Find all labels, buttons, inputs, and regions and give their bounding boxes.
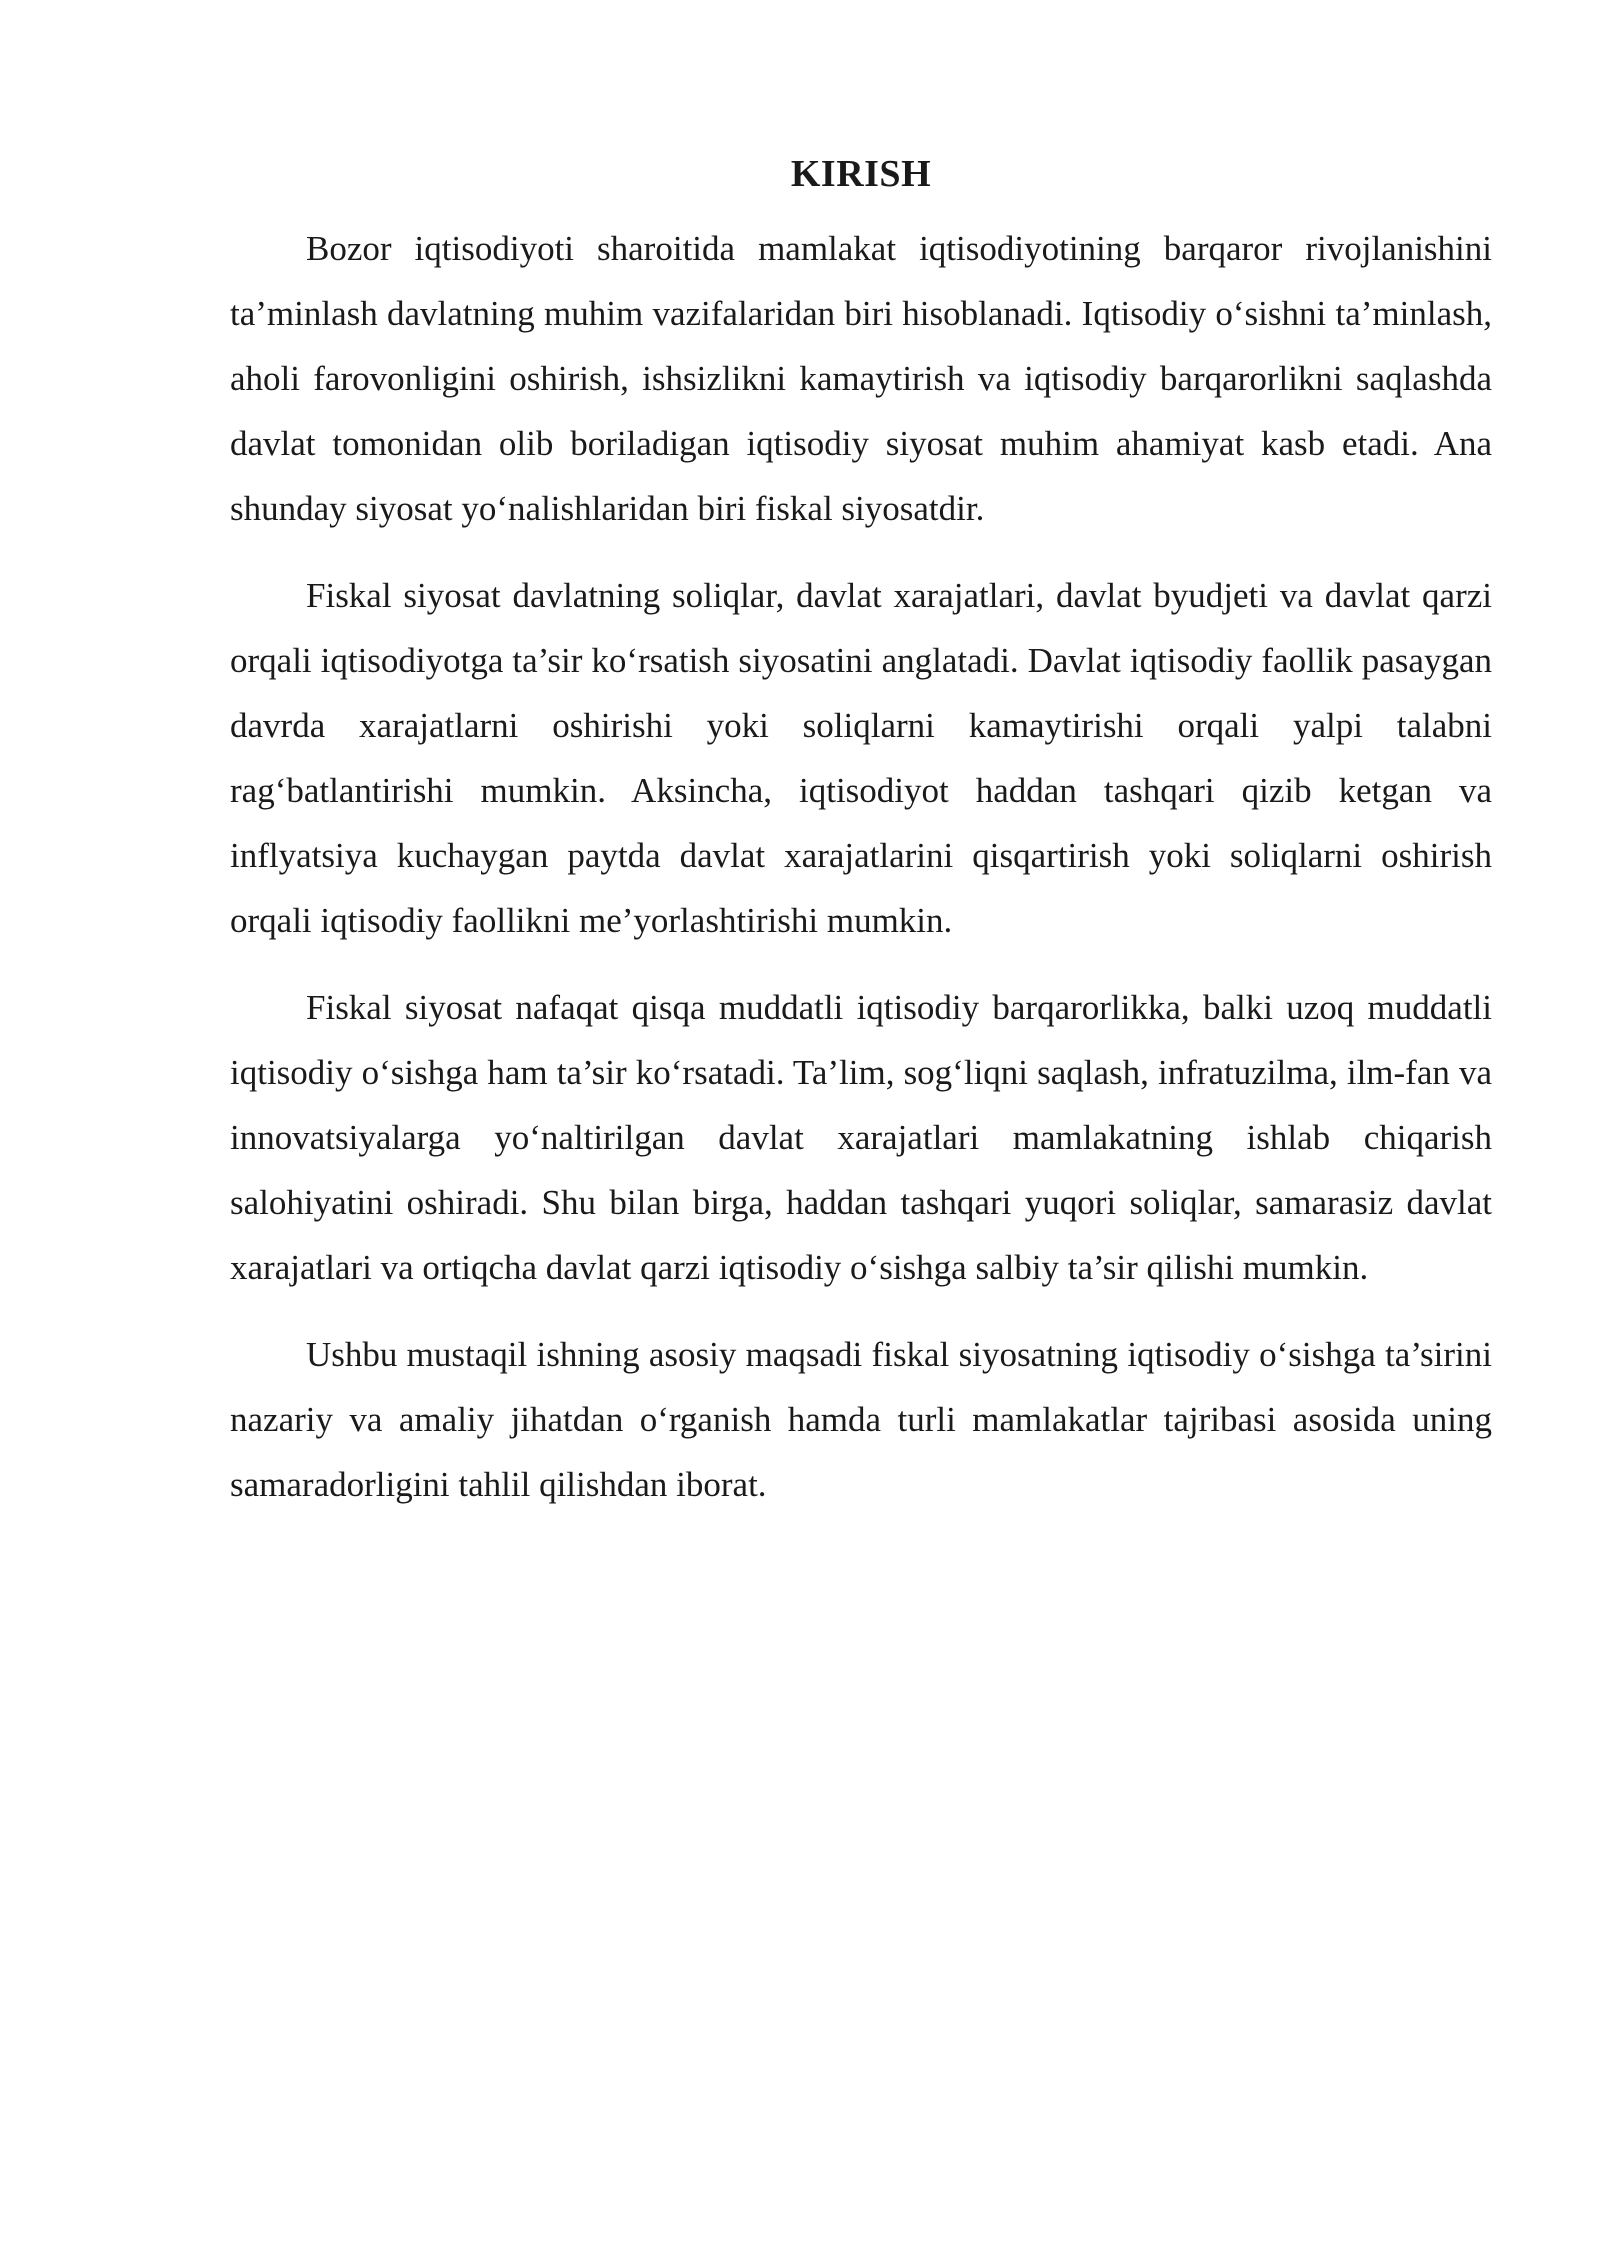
paragraph-1: Bozor iqtisodiyoti sharoitida mamlakat iqtisodiyotining barqaror rivojlanishini ta’minlash davlatning muhim vazifalaridan biri hisoblanadi. Iqtisodiy o‘sishni ta’minlash, aholi farovonligini oshirish, ishsizlikni kamaytirish va iqtisodiy barqarorlikni saqlashda davlat tomonidan olib boriladigan iqtisodiy siyosat muhim ahamiyat kasb etadi. Ana shunday siyosat yo‘nalishlaridan biri fiskal siyosatdir.	[230, 229, 1492, 528]
paragraph-4: Ushbu mustaqil ishning asosiy maqsadi fiskal siyosatning iqtisodiy o‘sishga ta’sirini nazariy va amaliy jihatdan o‘rganish hamda turli mamlakatlar tajribasi asosida uning samaradorligini tahlil qilishdan iborat.	[230, 1335, 1492, 1504]
page-title: KIRISH	[790, 153, 932, 195]
paragraph-2: Fiskal siyosat davlatning soliqlar, davlat xarajatlari, davlat byudjeti va davlat qarzi orqali iqtisodiyotga ta’sir ko‘rsatish siyosatini anglatadi. Davlat iqtisodiy faollik pasaygan davrda xarajatlarni oshirishi yoki soliqlarni kamaytirishi orqali yalpi talabni rag‘batlantirishi mumkin. Aksincha, iqtisodiyot haddan tashqari qizib ketgan va inflyatsiya kuchaygan paytda davlat xarajatlarini qisqartirish yoki soliqlarni oshirish orqali iqtisodiy faollikni me’yorlashtirishi mumkin.	[230, 576, 1492, 940]
document-body	[230, 150, 1492, 1539]
paragraph-3: Fiskal siyosat nafaqat qisqa muddatli iqtisodiy barqarorlikka, balki uzoq muddatli iqtisodiy o‘sishga ham ta’sir ko‘rsatadi. Ta’lim, sog‘liqni saqlash, infratuzilma, ilm-fan va innovatsiyalarga yo‘naltirilgan davlat xarajatlari mamlakatning ishlab chiqarish salohiyatini oshiradi. Shu bilan birga, haddan tashqari yuqori soliqlar, samarasiz davlat xarajatlari va ortiqcha davlat qarzi iqtisodiy o‘sishga salbiy ta’sir qilishi mumkin.	[230, 988, 1492, 1287]
